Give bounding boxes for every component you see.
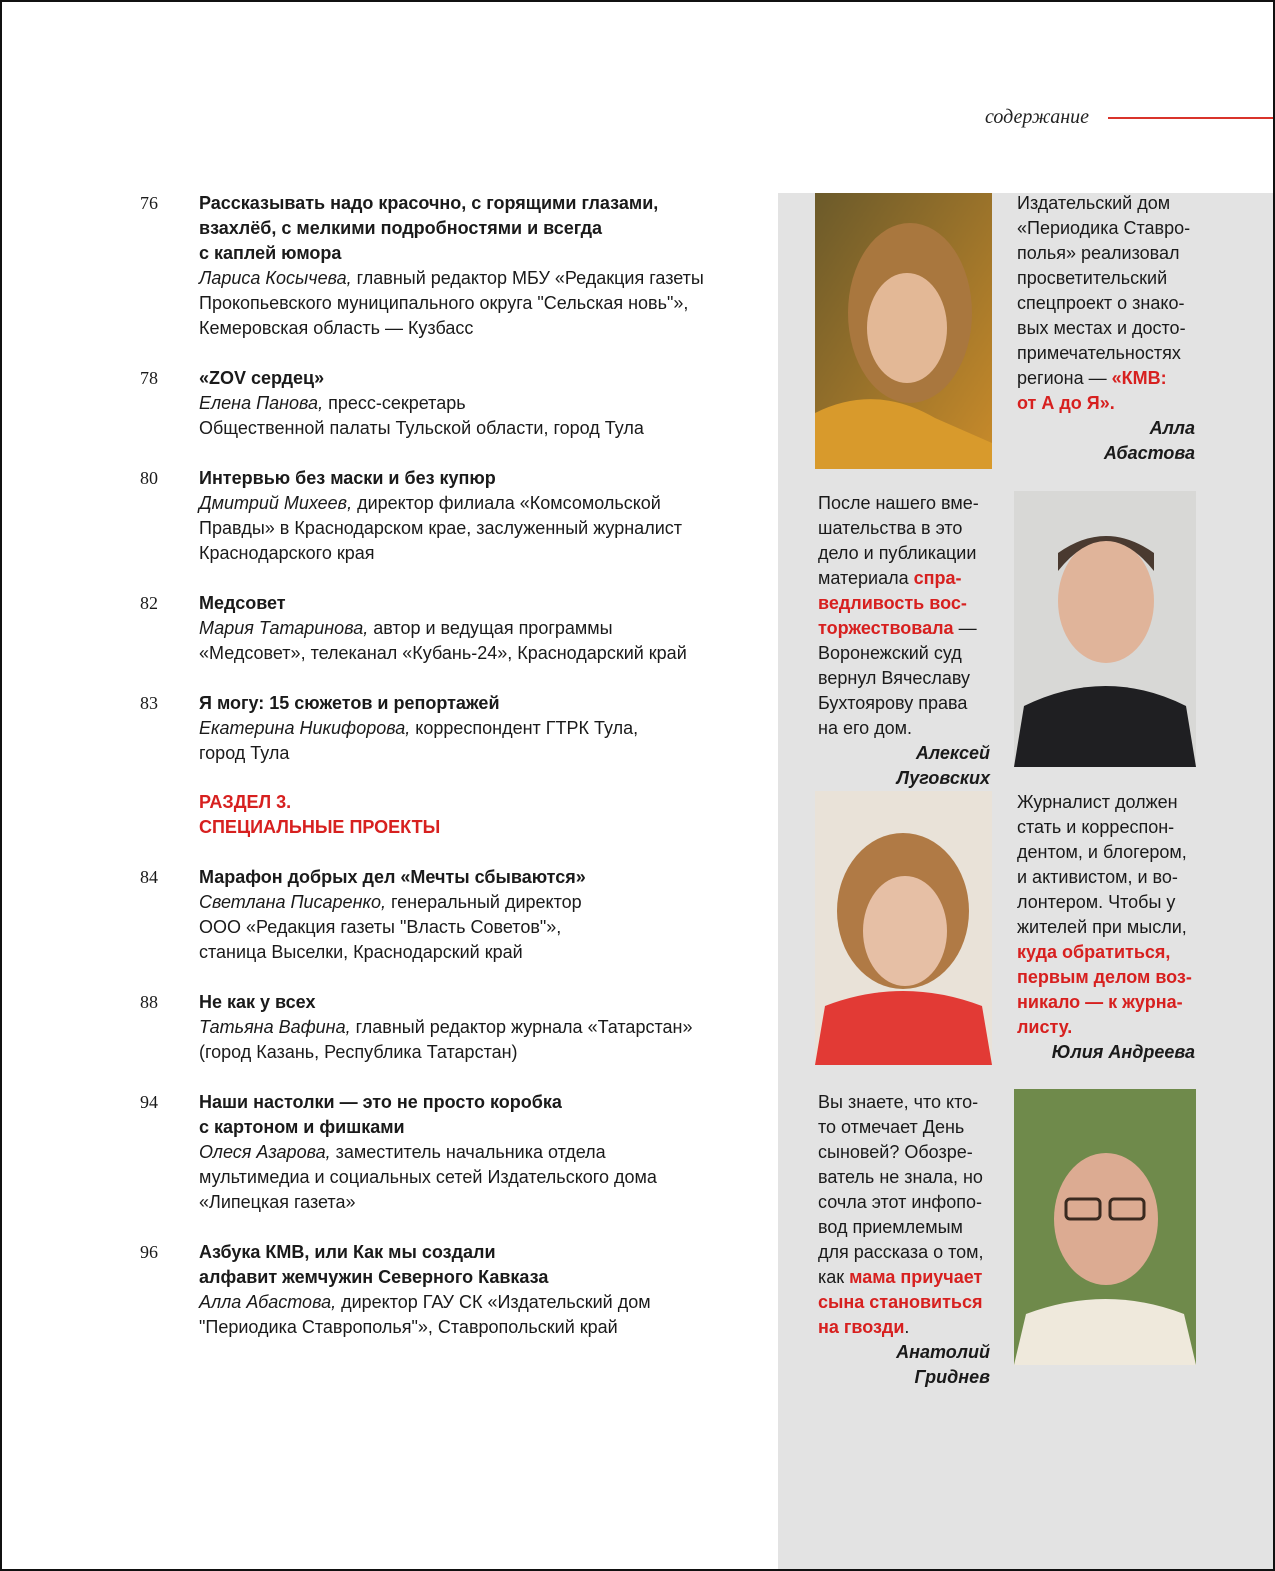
quote-text: После нашего вме- шательства в это дело и публикации материала	[818, 493, 979, 588]
entry-title: Не как у всех	[199, 992, 316, 1012]
entry-author: Олеся Азарова,	[199, 1142, 331, 1162]
page-number: 88	[140, 992, 158, 1012]
toc-entry[interactable]	[140, 1090, 750, 1215]
quote-text: Издательский дом «Периодика Ставро- полья» реализовал просветительский спецпроект о знако- вых местах и досто- примечательностях региона —	[1017, 193, 1191, 388]
entry-title: Рассказывать надо красочно, с горящими глазами, взахлёб, с мелкими подробностями и всегда с каплей юмора	[199, 193, 659, 263]
quote-highlight: спра- ведливость вос- торжествовала	[818, 568, 967, 638]
entry-title: Наши настолки — это не просто коробка с картоном и фишками	[199, 1092, 562, 1137]
toc-entry[interactable]	[140, 366, 750, 441]
pull-quote	[1017, 191, 1207, 466]
entry-author: Татьяна Вафина,	[199, 1017, 351, 1037]
toc-entry[interactable]	[140, 990, 750, 1065]
entry-description: директор филиала «Комсомольской Правды» в Краснодарском крае, заслуженный журналист Краснодарского края	[199, 493, 682, 563]
entry-title: Я могу: 15 сюжетов и репортажей	[199, 693, 500, 713]
quote-signature: Юлия Андреева	[1051, 1042, 1195, 1062]
entry-author: Дмитрий Михеев,	[199, 493, 353, 513]
toc-entry[interactable]	[140, 466, 750, 566]
page-number: 96	[140, 1242, 158, 1262]
quote-signature: Алексей Луговских	[896, 743, 990, 788]
entry-author: Лариса Косычева,	[199, 268, 352, 288]
entry-title: Азбука КМВ, или Как мы создали алфавит жемчужин Северного Кавказа	[199, 1242, 549, 1287]
section-label: содержание	[985, 106, 1089, 128]
quote-text-end: .	[904, 1317, 910, 1337]
entry-description: директор ГАУ СК «Издательский дом "Периодика Ставрополья"», Ставропольский край	[199, 1292, 651, 1337]
entry-description: главный редактор МБУ «Редакция газеты Прокопьевского муниципального округа "Сельская новь"», Кемеровская область — Кузбасс	[199, 268, 704, 338]
page-number: 78	[140, 368, 158, 388]
section-number: РАЗДЕЛ 3.	[199, 792, 292, 812]
entry-description: автор и ведущая программы «Медсовет», телеканал «Кубань-24», Краснодарский край	[199, 618, 687, 663]
portrait-photo-man-2	[1014, 1089, 1196, 1365]
page-number: 84	[140, 867, 158, 887]
entry-author: Елена Панова,	[199, 393, 324, 413]
entry-description: корреспондент ГТРК Тула, город Тула	[199, 718, 639, 763]
quote-highlight: «КМВ: от А до Я».	[1017, 368, 1167, 413]
section-heading	[199, 790, 440, 840]
quote-highlight: куда обратиться, первым делом воз- никало — к журна- листу.	[1017, 942, 1192, 1037]
pull-quote	[818, 1090, 1008, 1390]
quote-highlight: мама приучает сына становиться на гвозди	[818, 1267, 983, 1337]
pull-quote	[818, 491, 1008, 791]
section-title: СПЕЦИАЛЬНЫЕ ПРОЕКТЫ	[199, 817, 441, 837]
entry-description: генеральный директор ООО «Редакция газеты "Власть Советов"», станица Выселки, Краснодарский край	[199, 892, 582, 962]
entry-title: Интервью без маски и без купюр	[199, 468, 496, 488]
toc-entry[interactable]	[140, 591, 750, 666]
entry-description: пресс-секретарь Общественной палаты Тульской области, город Тула	[199, 393, 644, 438]
entry-author: Мария Татаринова,	[199, 618, 369, 638]
page-number: 76	[140, 193, 158, 213]
portrait-photo-woman-1	[815, 193, 992, 469]
entry-title: Медсовет	[199, 593, 286, 613]
page-number: 82	[140, 593, 158, 613]
page-number: 94	[140, 1092, 158, 1112]
page-number: 80	[140, 468, 158, 488]
entry-author: Светлана Писаренко,	[199, 892, 386, 912]
quote-signature: Алла Абастова	[1103, 418, 1195, 463]
entry-title: Марафон добрых дел «Мечты сбываются»	[199, 867, 586, 887]
section-rule	[1108, 117, 1273, 119]
entry-author: Алла Абастова,	[199, 1292, 337, 1312]
entry-description: заместитель начальника отдела мультимедиа и социальных сетей Издательского дома «Липецкая газета»	[199, 1142, 657, 1212]
toc-entry[interactable]	[140, 1240, 750, 1340]
page-number: 83	[140, 693, 158, 713]
quote-signature: Анатолий Гриднев	[896, 1342, 990, 1387]
entry-title: «ZOV сердец»	[199, 368, 325, 388]
toc-entry[interactable]	[140, 691, 750, 766]
toc-entry[interactable]	[140, 865, 750, 965]
entry-description: главный редактор журнала «Татарстан» (город Казань, Республика Татарстан)	[199, 1017, 693, 1062]
quote-text: Вы знаете, что кто- то отмечает День сыновей? Обозре- ватель не знала, но сочла этот инфопо- вод приемлемым для рассказа о том, как	[818, 1092, 984, 1287]
toc-entry[interactable]	[140, 191, 750, 341]
portrait-photo-man-1	[1014, 491, 1196, 767]
quote-text: Журналист должен стать и корреспон- дентом, и блогером, и активистом, и во- лонтером. Чтобы у жителей при мысли,	[1017, 792, 1187, 937]
portrait-photo-woman-2	[815, 791, 992, 1065]
pull-quote	[1017, 790, 1207, 1065]
quote-text-end: — Воронежский суд вернул Вячеславу Бухтоярову права на его дом.	[818, 618, 977, 738]
entry-author: Екатерина Никифорова,	[199, 718, 411, 738]
